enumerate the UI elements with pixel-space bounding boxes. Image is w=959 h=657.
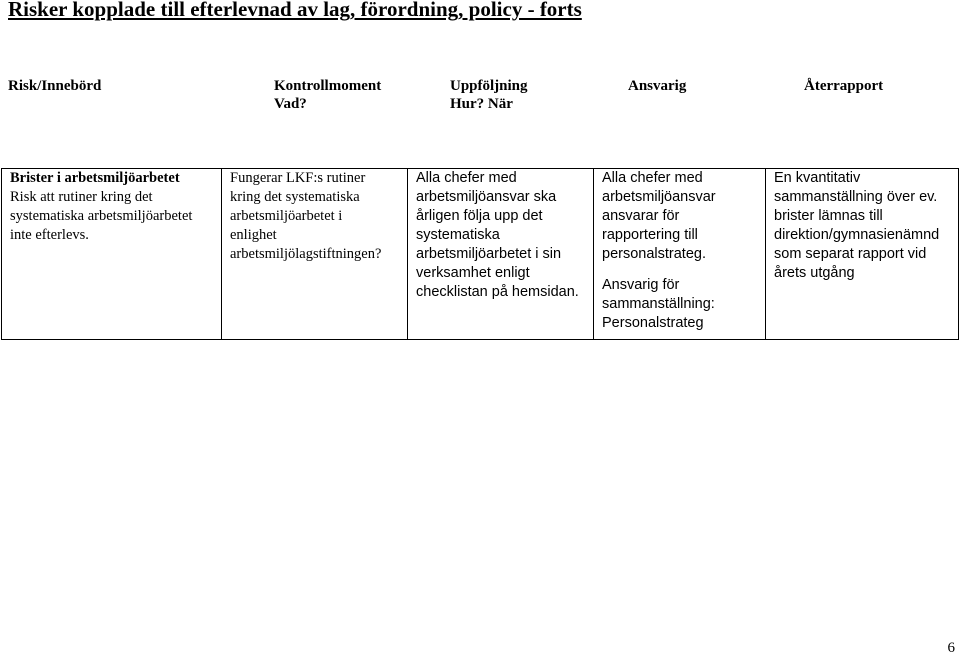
kontroll-line: enlighet bbox=[230, 227, 277, 243]
ansvarig-line: sammanställning: bbox=[602, 296, 715, 312]
uppfoljning-line: arbetsmiljöansvar ska bbox=[416, 189, 557, 205]
ansvarig-line: arbetsmiljöansvar bbox=[602, 189, 716, 205]
header-uppfoljning-label: Uppföljning bbox=[450, 78, 528, 94]
risk-heading: Brister i arbetsmiljöarbetet bbox=[10, 170, 180, 186]
uppfoljning-line: systematiska bbox=[416, 227, 500, 243]
header-uppfoljning-sub: Hur? När bbox=[450, 96, 513, 112]
header-risk-label: Risk/Innebörd bbox=[8, 78, 102, 94]
risk-line: inte efterlevs. bbox=[10, 227, 89, 243]
header-uppfoljning bbox=[450, 77, 528, 113]
ansvarig-line: Personalstrateg bbox=[602, 315, 704, 331]
table-row bbox=[2, 169, 959, 340]
cell-aterrapport bbox=[766, 169, 959, 340]
ansvarig-line: personalstrateg. bbox=[602, 246, 706, 262]
aterrapport-line: En kvantitativ bbox=[774, 170, 861, 186]
aterrapport-line: årets utgång bbox=[774, 265, 855, 281]
uppfoljning-line: checklistan på hemsidan. bbox=[416, 284, 579, 300]
header-ansvarig bbox=[628, 77, 686, 95]
header-kontrollmoment bbox=[274, 77, 381, 113]
kontroll-line: Fungerar LKF:s rutiner bbox=[230, 170, 366, 186]
kontroll-line: arbetsmiljöarbetet i bbox=[230, 208, 343, 224]
cell-ansvarig bbox=[594, 169, 766, 340]
header-aterrapport bbox=[804, 77, 883, 95]
ansvarig-line: Ansvarig för bbox=[602, 277, 680, 293]
cell-kontrollmoment bbox=[222, 169, 408, 340]
ansvarig-line: Alla chefer med bbox=[602, 170, 703, 186]
ansvarig-line: ansvarar för bbox=[602, 208, 680, 224]
kontroll-line: arbetsmiljölagstiftningen? bbox=[230, 246, 382, 262]
cell-risk bbox=[2, 169, 222, 340]
uppfoljning-line: årligen följa upp det bbox=[416, 208, 543, 224]
header-aterrapport-label: Återrapport bbox=[804, 78, 884, 94]
uppfoljning-line: Alla chefer med bbox=[416, 170, 517, 186]
page-title: Risker kopplade till efterlevnad av lag, förordning, policy - forts bbox=[8, 0, 582, 21]
ansvarig-line: rapportering till bbox=[602, 227, 698, 243]
page-number: 6 bbox=[947, 640, 955, 656]
header-kontrollmoment-label: Kontrollmoment bbox=[274, 78, 382, 94]
uppfoljning-line: verksamhet enligt bbox=[416, 265, 530, 281]
uppfoljning-line: arbetsmiljöarbetet i sin bbox=[416, 246, 562, 262]
aterrapport-line: brister lämnas till bbox=[774, 208, 883, 224]
aterrapport-line: sammanställning över ev. bbox=[774, 189, 938, 205]
header-kontrollmoment-sub: Vad? bbox=[274, 96, 307, 112]
risk-table bbox=[1, 168, 959, 340]
aterrapport-line: som separat rapport vid bbox=[774, 246, 927, 262]
header-risk bbox=[8, 77, 101, 95]
risk-line: Risk att rutiner kring det bbox=[10, 189, 153, 205]
cell-uppfoljning bbox=[408, 169, 594, 340]
risk-line: systematiska arbetsmiljöarbetet bbox=[10, 208, 193, 224]
aterrapport-line: direktion/gymnasienämnd bbox=[774, 227, 940, 243]
kontroll-line: kring det systematiska bbox=[230, 189, 360, 205]
header-ansvarig-label: Ansvarig bbox=[628, 78, 687, 94]
